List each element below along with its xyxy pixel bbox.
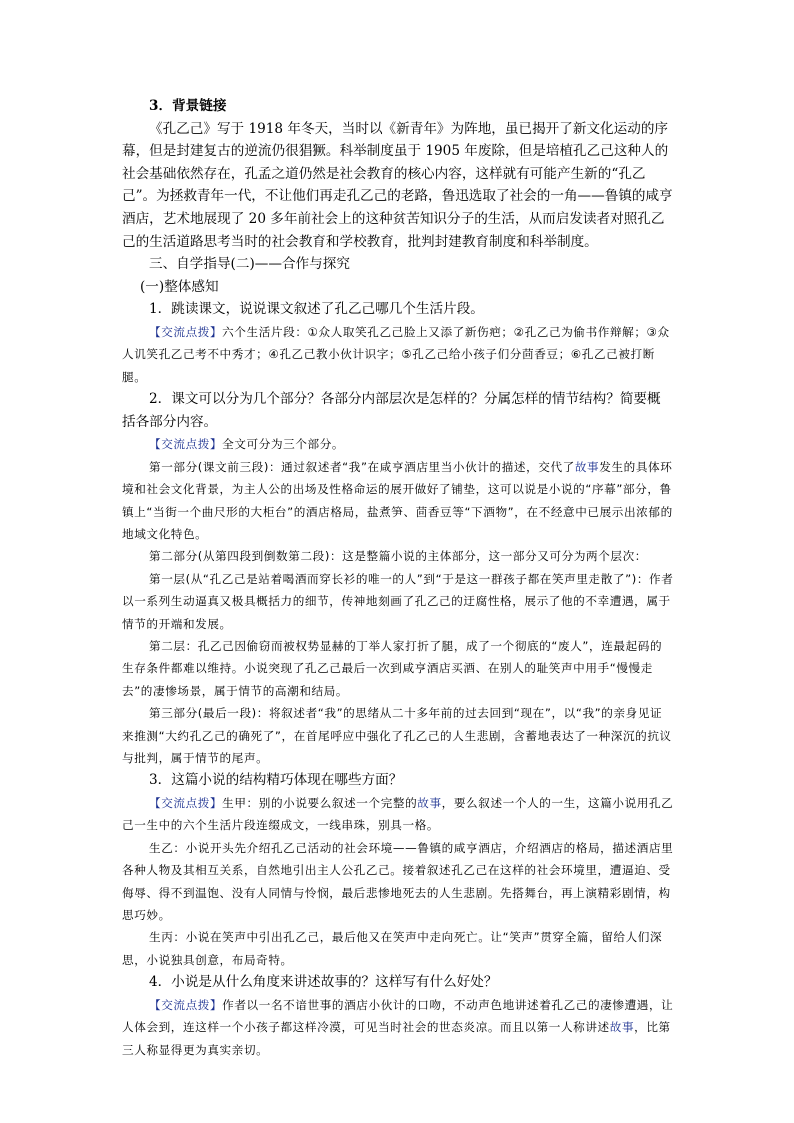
answer-tag: 【交流点拨】: [149, 324, 223, 339]
document-page: [122, 95, 674, 1061]
answer-tag: 【交流点拨】: [149, 997, 223, 1012]
highlight-word: 故事: [417, 796, 442, 811]
answer-2: [122, 433, 674, 455]
highlight-word: 故事: [574, 459, 600, 474]
answer-1: [122, 321, 674, 388]
section-heading-background: 3．背景链接: [149, 98, 227, 114]
part-1-paragraph: 第一部分(课文前三段)：通过叙述者“我”在咸亨酒店里当小伙计的描述，交代了故事发生的具体环境和社会文化背景，为主人公的出场及性格命运的展开做好了铺垫，这可以说是小说的“序幕”部分，鲁镇上“当街一个曲尺形的大柜台”的酒店格局，盐煮笋、茴香豆等“下酒物”，在不经意中已展示出浓郁的地域文化特色。: [122, 459, 673, 541]
subsection-overall: (一)整体感知: [140, 278, 219, 295]
question-3: 3．这篇小说的结构精巧体现在哪些方面？: [149, 772, 403, 789]
answer-3: 【交流点拨】生甲：别的小说要么叙述一个完整的故事，要么叙述一个人的一生，这篇小说用孔乙己一生中的六个生活片段连缀成文，一线串珠，别具一格。: [122, 796, 674, 833]
answer-1-text: 六个生活片段：①众人取笑孔乙己脸上又添了新伤疤；②孔乙己为偷书作辩解；③众人讥笑孔乙己考不中秀才；④孔乙己教小伙计识字；⑤孔乙己给小孩子们分茴香豆；⑥孔乙己被打断腿。: [122, 324, 670, 384]
answer-tag: 【交流点拨】: [149, 796, 223, 811]
answer-tag: 【交流点拨】: [149, 437, 223, 452]
part-2-paragraph: 第二部分(从第四段到倒数第二段)：这是整篇小说的主体部分，这一部分又可分为两个层次：: [149, 549, 647, 564]
question-2: 2．课文可以分为几个部分？各部分内部层次是怎样的？分属怎样的情节结构？简要概括各部分内容。: [122, 391, 661, 430]
guide-title: 三、自学指导(二)——合作与探究: [149, 256, 350, 273]
student-c-answer: 生丙：小说在笑声中引出孔乙己，最后他又在笑声中走向死亡。让“笑声”贯穿全篇，留给人们深思，小说独具创意，布局奇特。: [122, 930, 663, 967]
answer-4: 【交流点拨】作者以一名不谙世事的酒店小伙计的口吻，不动声色地讲述着孔乙己的凄惨遭遇，让人体会到，连这样一个小孩子都这样冷漠，可见当时社会的世态炎凉。而且以第一人称讲述故事，比第三人称显得更为真实亲切。: [122, 997, 674, 1057]
student-b-answer: 生乙：小说开头先介绍孔乙己活动的社会环境——鲁镇的咸亨酒店，介绍酒店的格局，描述酒店里各种人物及其相互关系，自然地引出主人公孔乙己。接着叙述孔乙己在这样的社会环境里，遭逼迫、受侮辱、得不到温饱、没有人同情与怜悯，最后悲惨地死去的人生悲剧。先搭舞台，再上演精彩剧情，构思巧妙。: [122, 840, 674, 923]
question-1: 1．跳读课文，说说课文叙述了孔乙己哪几个生活片段。: [149, 301, 484, 318]
highlight-word: 故事: [609, 1020, 635, 1035]
part-3-paragraph: 第三部分(最后一段)：将叙述者“我”的思绪从二十多年前的过去回到“现在”，以“我”的亲身见证来推测“大约孔乙己的确死了”，在首尾呼应中强化了孔乙己的人生悲剧，含蓄地表达了一种深沉的抗议与批判，属于情节的尾声。: [122, 706, 672, 766]
answer-2-text: 全文可分为三个部分。: [222, 437, 345, 452]
question-4: 4．小说是从什么角度来讲述故事的？这样写有什么好处？: [149, 974, 498, 991]
background-paragraph: 《孔乙己》写于 1918 年冬天，当时以《新青年》为阵地，虽已揭开了新文化运动的序幕，但是封建复古的逆流仍很猖獗。科举制度虽于 1905 年废除，但是培植孔乙己这种人的社会基础依然存在，孔孟之道仍然是社会教育的核心内容，这样就有可能产生新的“孔乙己”。为拯救青年一代，不让他们再走孔乙己的老路，鲁迅选取了社会的一角——鲁镇的咸亨酒店，艺术地展现了 20 多年前社会上的这种贫苦知识分子的生活，从而启发读者对照孔乙己的生活道路思考当时的社会教育和学校教育，批判封建教育制度和科举制度。: [122, 120, 673, 250]
part-2-layer-2: 第二层：孔乙己因偷窃而被权势显赫的丁举人家打折了腿，成了一个彻底的“废人”，连最起码的生存条件都难以维持。小说突现了孔乙己最后一次到咸亨酒店买酒、在别人的耻笑声中用手“慢慢走去”的凄惨场景，属于情节的高潮和结局。: [122, 639, 663, 698]
part-2-layer-1: 第一层(从“孔乙己是站着喝酒而穿长衫的唯一的人”到“于是这一群孩子都在笑声里走散了”)：作者以一系列生动逼真又极具概括力的细节，传神地刻画了孔乙己的迂腐性格，展示了他的不幸遭遇，属于情节的开端和发展。: [122, 571, 674, 631]
